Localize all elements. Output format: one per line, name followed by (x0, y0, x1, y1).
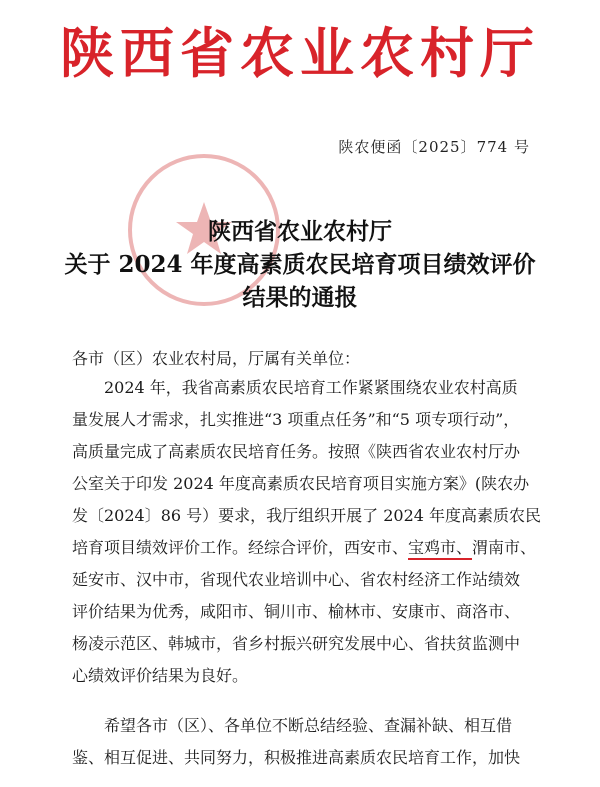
document-title (0, 215, 600, 314)
paragraph-1-line (72, 532, 537, 564)
title-line-3: 结果的通报 (242, 284, 358, 311)
salutation: 各市（区）农业农村局，厅属有关单位： (72, 349, 361, 368)
text-segment: 渭南市、 (472, 538, 537, 557)
paragraph-1-line: 发〔2024〕86 号）要求，我厅组织开展了 2024 年度高素质农民 (72, 506, 542, 525)
paragraph-2-line: 希望各市（区）、各单位不断总结经验、查漏补缺、相互借 (104, 716, 513, 735)
paragraph-1-line: 量发展人才需求，扎实推进“3 项重点任务”和“5 项专项行动”， (72, 410, 520, 429)
letterhead: 陕西省农业农村厅 (60, 21, 540, 85)
paragraph-1-line: 延安市、汉中市，省现代农业培训中心、省农村经济工作站绩效 (72, 570, 521, 589)
paragraph-2-line: 鉴、相互促进、共同努力，积极推进高素质农民培育工作，加快 (72, 748, 521, 767)
red-underlined-text: 宝鸡市、 (408, 538, 472, 560)
paragraph-1-line: 高质量完成了高素质农民培育任务。按照《陕西省农业农村厅办 (72, 442, 521, 461)
paragraph-1-line: 心绩效评价结果为良好。 (72, 666, 249, 685)
paragraph-1-line: 杨凌示范区、韩城市，省乡村振兴研究发展中心、省扶贫监测中 (72, 634, 521, 653)
document-number: 陕农便函〔2025〕774 号 (338, 138, 530, 156)
text-segment: 培育项目绩效评价工作。经综合评价，西安市、 (72, 538, 409, 557)
paragraph-1-line: 公室关于印发 2024 年度高素质农民培育项目实施方案》(陕农办 (72, 474, 530, 493)
title-line-1: 陕西省农业农村厅 (208, 218, 392, 245)
title-line-2: 关于 2024 年度高素质农民培育项目绩效评价 (64, 251, 536, 278)
paragraph-1 (72, 372, 542, 692)
paragraph-1-line: 评价结果为优秀，咸阳市、铜川市、榆林市、安康市、商洛市、 (72, 602, 521, 621)
paragraph-1-line: 2024 年，我省高素质农民培育工作紧紧围绕农业农村高质 (104, 378, 518, 397)
paragraph-2 (72, 710, 528, 774)
